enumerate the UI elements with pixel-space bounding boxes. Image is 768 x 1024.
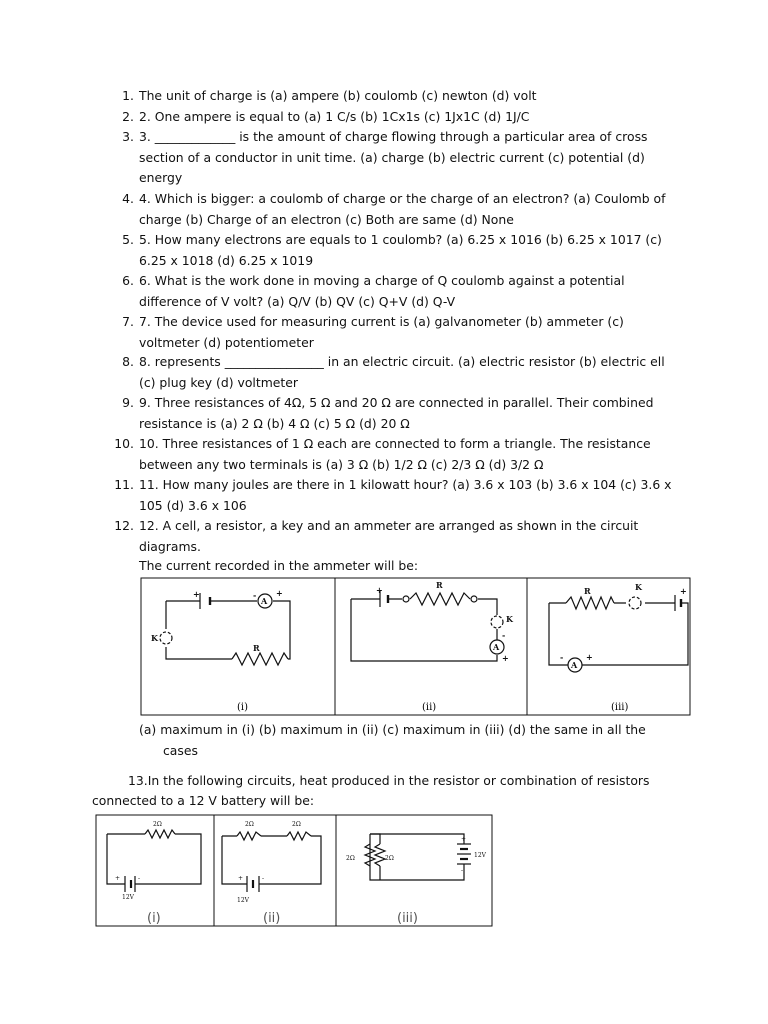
resistor-zigzag	[410, 593, 470, 605]
question-number: 11.	[114, 477, 134, 492]
resistor-zigzag	[232, 653, 288, 665]
question-1	[110, 86, 680, 107]
question-7	[110, 312, 680, 353]
resistor-zigzag	[145, 830, 175, 838]
resistor-value: 2Ω	[292, 821, 301, 828]
question-number: 5.	[122, 232, 134, 247]
question-6	[110, 271, 680, 312]
resistor-zigzag	[237, 832, 261, 840]
key-label: K	[151, 633, 158, 643]
question-2	[110, 107, 680, 128]
question-number: 2.	[122, 109, 134, 124]
plus-label: +	[238, 875, 244, 882]
ammeter-label: A	[261, 596, 268, 606]
question-8	[110, 352, 680, 393]
question-text: The unit of charge is (a) ampere (b) coulomb (c) newton (d) volt	[139, 88, 537, 103]
q12-circuit-figure	[140, 577, 692, 717]
question-text: 9. Three resistances of 4Ω, 5 Ω and 20 Ω are connected in parallel. Their combined resistance is (a) 2 Ω (b) 4 Ω (c) 5 Ω (d) 20 Ω	[139, 395, 654, 431]
question-5	[110, 230, 680, 271]
battery-value: 12V	[122, 894, 134, 901]
question-text: 10. Three resistances of 1 Ω each are connected to form a triangle. The resistance between any two terminals is (a) 3 Ω (b) 1/2 Ω (c) 2/3 Ω (d) 3/2 Ω	[139, 436, 651, 472]
plus-label: +	[276, 588, 283, 598]
question-number: 6.	[122, 273, 134, 288]
question-text: 6. What is the work done in moving a charge of Q coulomb against a potential difference of V volt? (a) Q/V (b) QV (c) Q+V (d) Q-V	[139, 273, 625, 309]
resistor-label: R	[584, 586, 591, 596]
question-number: 3.	[122, 129, 134, 144]
minus-label: -	[502, 630, 506, 640]
minus-label: -	[262, 875, 265, 882]
circuit-ii	[351, 591, 504, 661]
question-text: 8. represents ________________ in an electric circuit. (a) electric resistor (b) electric ell (c) plug key (d) voltmeter	[139, 354, 665, 390]
caption-ii: (ii)	[422, 702, 437, 713]
caption-iii: (iii)	[397, 911, 418, 926]
question-10	[110, 434, 680, 475]
terminal-dot	[471, 596, 477, 602]
question-number: 8.	[122, 354, 134, 369]
caption-i: (i)	[237, 702, 249, 713]
circuit-i	[160, 593, 290, 665]
key-circle	[160, 632, 172, 644]
heat-circuit-i	[107, 830, 201, 892]
caption-iii: (iii)	[611, 702, 629, 713]
q12-answer-line2: cases	[163, 743, 198, 758]
question-number: 10.	[114, 436, 134, 451]
plus-label: +	[461, 836, 467, 843]
heat-circuit-iii	[365, 834, 471, 880]
question-text: 12. A cell, a resistor, a key and an ammeter are arranged as shown in the circuit diagrams.	[139, 518, 639, 554]
caption-ii: (ii)	[263, 911, 281, 926]
q12-subline: The current recorded in the ammeter will be:	[139, 558, 419, 573]
key-circle	[491, 616, 503, 628]
resistor-zigzag	[566, 597, 614, 609]
question-number: 4.	[122, 191, 134, 206]
minus-label: -	[461, 867, 464, 874]
plus-label: +	[376, 585, 383, 595]
resistor-label: R	[253, 643, 260, 653]
question-number: 7.	[122, 314, 134, 329]
question-number: 9.	[122, 395, 134, 410]
resistor-zigzag	[287, 832, 311, 840]
circuit-iii-labels	[560, 582, 687, 670]
plus-label: +	[193, 589, 200, 599]
question-11	[110, 475, 680, 516]
circuit-ii-labels	[376, 580, 514, 663]
q13-line1: 13.In the following circuits, heat produced in the resistor or combination of resistors	[128, 773, 650, 788]
resistor-value: 2Ω	[385, 855, 394, 862]
q13-circuit-figure	[95, 814, 495, 928]
question-number: 12.	[114, 518, 134, 533]
circuit-iii	[549, 595, 688, 672]
resistor-label: R	[436, 580, 443, 590]
question-number: 1.	[122, 88, 134, 103]
key-label: K	[635, 582, 642, 592]
q13-line2: connected to a 12 V battery will be:	[92, 793, 315, 808]
q12-answer-line1: (a) maximum in (i) (b) maximum in (ii) (c) maximum in (iii) (d) the same in all the	[139, 722, 646, 737]
key-label: K	[506, 614, 513, 624]
minus-label: -	[138, 875, 141, 882]
ammeter-label: A	[493, 642, 500, 652]
plus-label: +	[115, 875, 121, 882]
heat-circuit-iii-labels	[346, 836, 487, 874]
question-text: 2. One ampere is equal to (a) 1 C/s (b) 1Cx1s (c) 1Jx1C (d) 1J/C	[139, 109, 530, 124]
battery-value: 12V	[474, 852, 486, 859]
plus-label: +	[586, 652, 593, 662]
plus-label: +	[502, 653, 509, 663]
caption-i: (i)	[147, 911, 161, 926]
minus-label: -	[560, 652, 564, 662]
resistor-zigzag	[375, 844, 385, 866]
question-text: 7. The device used for measuring current is (a) galvanometer (b) ammeter (c) voltmeter (d) potentiometer	[139, 314, 624, 350]
ammeter-label: A	[571, 660, 578, 670]
question-4	[110, 189, 680, 230]
key-circle	[629, 597, 641, 609]
question-9	[110, 393, 680, 434]
resistor-value: 2Ω	[245, 821, 254, 828]
question-text: 11. How many joules are there in 1 kilowatt hour? (a) 3.6 x 103 (b) 3.6 x 104 (c) 3.6 x 105 (d) 3.6 x 106	[139, 477, 672, 513]
question-text: 4. Which is bigger: a coulomb of charge or the charge of an electron? (a) Coulomb of charge (b) Charge of an electron (c) Both are same (d) None	[139, 191, 666, 227]
question-3	[110, 127, 680, 189]
heat-circuit-ii	[222, 832, 321, 892]
resistor-value: 2Ω	[346, 855, 355, 862]
plus-label: +	[680, 586, 687, 596]
figure-border	[141, 578, 690, 715]
question-12	[110, 516, 680, 557]
resistor-value: 2Ω	[153, 821, 162, 828]
minus-label: -	[253, 590, 257, 600]
question-text: 3. _____________ is the amount of charge flowing through a particular area of cross section of a conductor in unit time. (a) charge (b) electric current (c) potential (d) energy	[139, 129, 648, 185]
battery-value: 12V	[237, 897, 249, 904]
circuit-i-labels	[151, 588, 283, 653]
question-text: 5. How many electrons are equals to 1 coulomb? (a) 6.25 x 1016 (b) 6.25 x 1017 (c) 6.25 x 1018 (d) 6.25 x 1019	[139, 232, 662, 268]
terminal-dot	[403, 596, 409, 602]
